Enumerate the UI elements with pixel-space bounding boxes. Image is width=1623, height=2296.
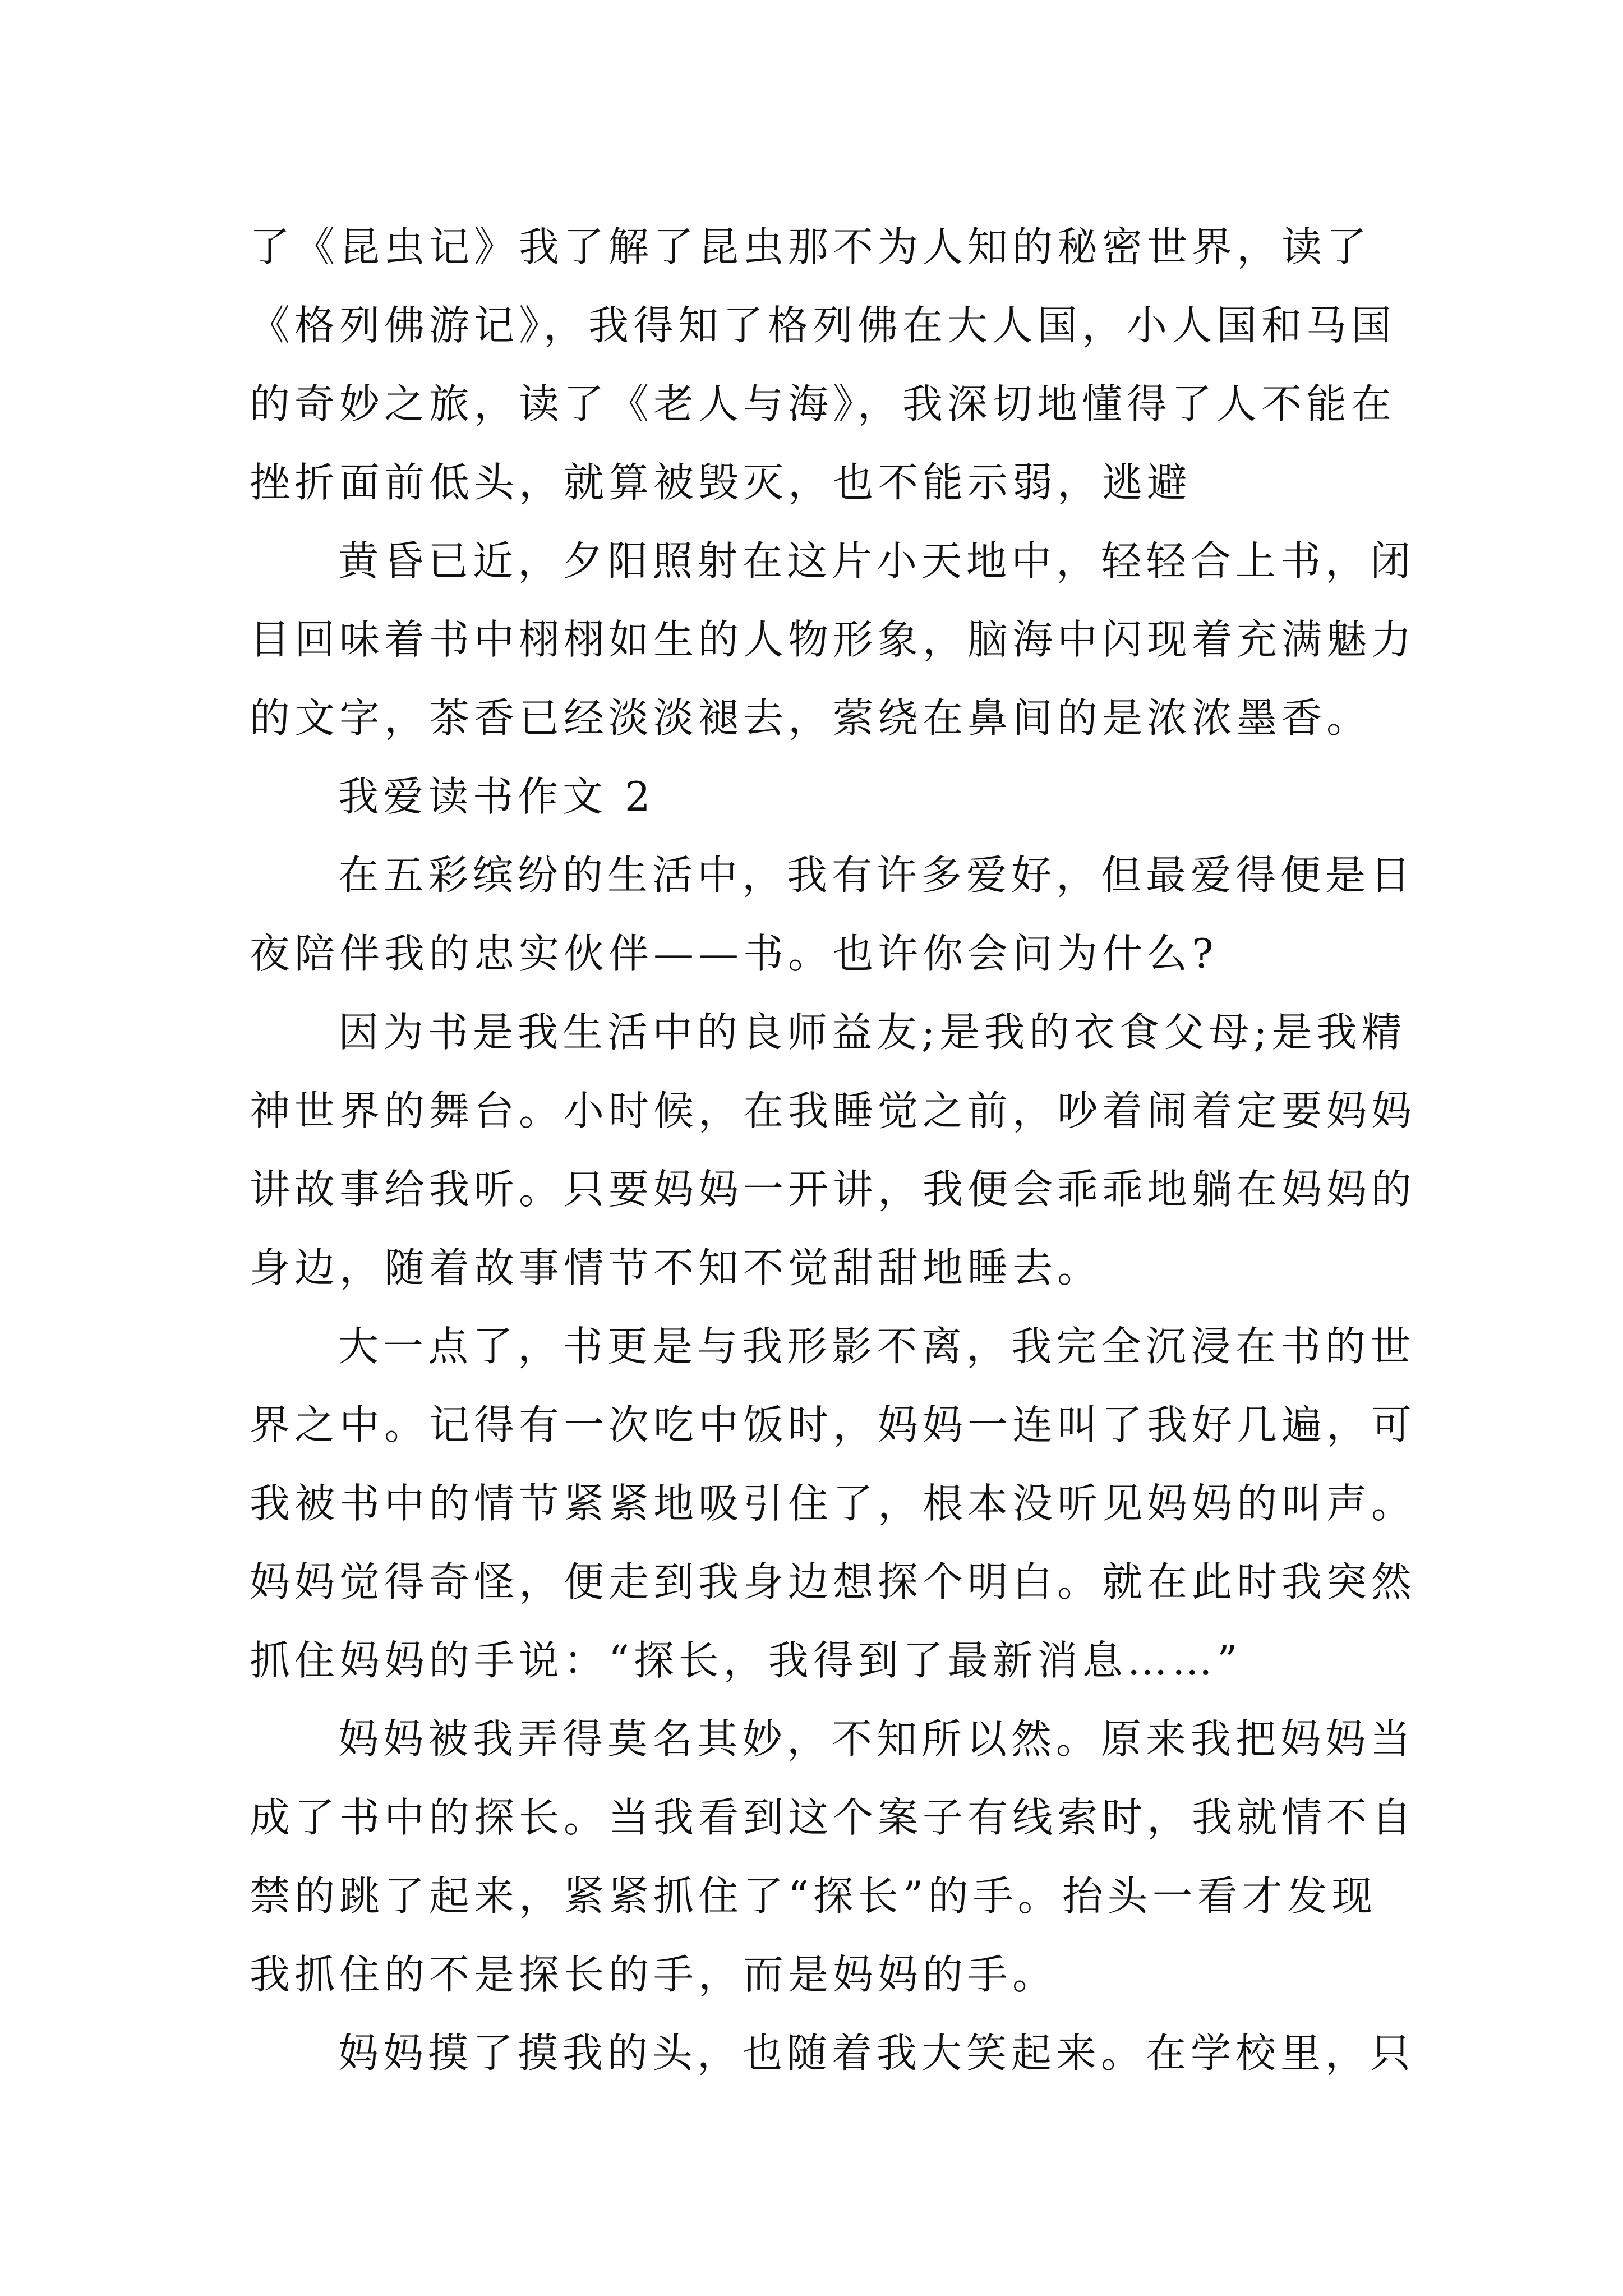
paragraph-start-line: 因为书是我生活中的良师益友;是我的衣食父母;是我精	[338, 1009, 1407, 1056]
text-line: 禁的跳了起来，紧紧抓住了“探长”的手。抬头一看才发现	[250, 1872, 1377, 1920]
text-line: 《格列佛游记》，我得知了格列佛在大人国，小人国和马国	[250, 302, 1396, 349]
text-line: 成了书中的探长。当我看到这个案子有线索时，我就情不自	[250, 1794, 1417, 1841]
text-line: 的文字，茶香已经淡淡褪去，萦绕在鼻间的是浓浓墨香。	[250, 694, 1372, 742]
paragraph-start-line: 大一点了，书更是与我形影不离，我完全沉浸在书的世	[338, 1323, 1415, 1370]
text-line: 夜陪伴我的忠实伙伴——书。也许你会问为什么?	[250, 930, 1218, 977]
text-line: 我抓住的不是探长的手，而是妈妈的手。	[250, 1951, 1058, 1998]
essay-title: 我爱读书作文 2	[338, 773, 655, 820]
paragraph-start-line: 在五彩缤纷的生活中，我有许多爱好，但最爱得便是日	[338, 852, 1415, 899]
paragraph-start-line: 黄昏已近，夕阳照射在这片小天地中，轻轻合上书，闭	[338, 537, 1415, 585]
text-line: 抓住妈妈的手说：“探长，我得到了最新消息……”	[250, 1637, 1242, 1684]
text-line: 的奇妙之旅，读了《老人与海》，我深切地懂得了人不能在	[250, 380, 1396, 427]
text-line: 妈妈觉得奇怪，便走到我身边想探个明白。就在此时我突然	[250, 1558, 1417, 1605]
text-line: 界之中。记得有一次吃中饭时，妈妈一连叫了我好几遍，可	[250, 1401, 1417, 1448]
text-line: 身边，随着故事情节不知不觉甜甜地睡去。	[250, 1244, 1103, 1291]
text-line: 神世界的舞台。小时候，在我睡觉之前，吵着闹着定要妈妈	[250, 1087, 1417, 1134]
text-line: 目回味着书中栩栩如生的人物形象，脑海中闪现着充满魅力	[250, 616, 1417, 663]
paragraph-start-line: 妈妈摸了摸我的头，也随着我大笑起来。在学校里，只	[338, 2030, 1415, 2077]
text-line: 讲故事给我听。只要妈妈一开讲，我便会乖乖地躺在妈妈的	[250, 1166, 1417, 1213]
text-line: 我被书中的情节紧紧地吸引住了，根本没听见妈妈的叫声。	[250, 1480, 1417, 1527]
text-line: 了《昆虫记》我了解了昆虫那不为人知的秘密世界，读了	[250, 223, 1372, 270]
paragraph-start-line: 妈妈被我弄得莫名其妙，不知所以然。原来我把妈妈当	[338, 1715, 1415, 1763]
text-line: 挫折面前低头，就算被毁灭，也不能示弱，逃避	[250, 459, 1192, 506]
